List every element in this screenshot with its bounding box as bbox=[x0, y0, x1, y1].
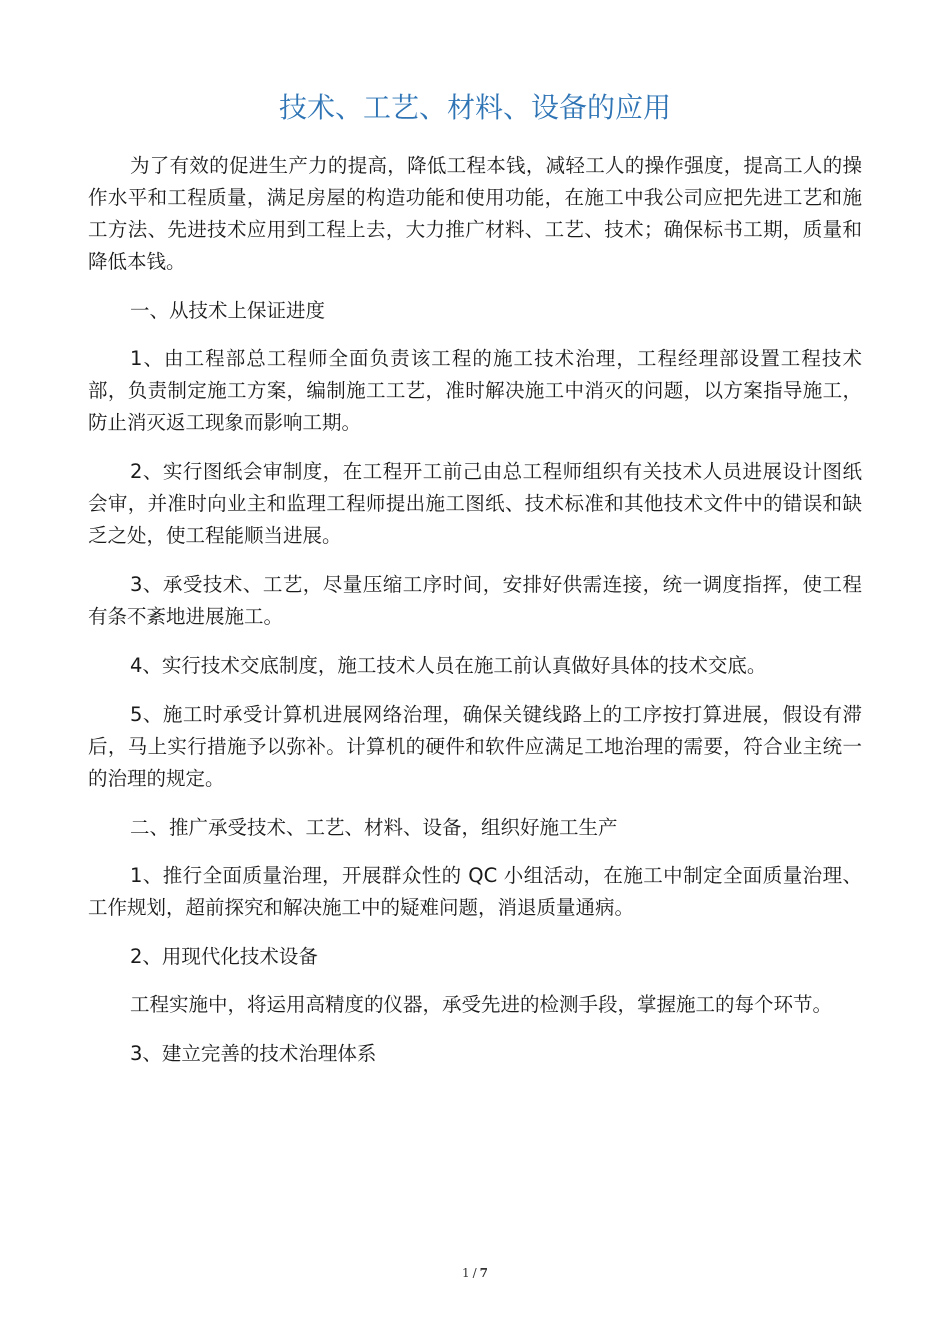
section1-item-5: 5、施工时承受计算机进展网络治理，确保关键线路上的工序按打算进展，假设有滞后，马上实行措施予以弥补。计算机的硬件和软件应满足工地治理的需要，符合业主统一的治理的规定。 bbox=[88, 703, 862, 790]
section1-item-3: 3、承受技术、工艺，尽量压缩工序时间，安排好供需连接，统一调度指挥，使工程有条不紊地进展施工。 bbox=[88, 573, 862, 628]
page-separator: / bbox=[472, 1266, 477, 1280]
section2-item-2-detail: 工程实施中，将运用高精度的仪器，承受先进的检测手段，掌握施工的每个环节。 bbox=[130, 993, 833, 1016]
page-total: 7 bbox=[479, 1266, 489, 1280]
section2-item-2: 2、用现代化技术设备 bbox=[130, 945, 318, 968]
document-title: 技术、工艺、材料、设备的应用 bbox=[278, 91, 671, 124]
section-heading-2: 二、推广承受技术、工艺、材料、设备，组织好施工生产 bbox=[130, 816, 618, 839]
section2-item-3: 3、建立完善的技术治理体系 bbox=[130, 1042, 377, 1065]
page-current: 1 bbox=[461, 1266, 470, 1280]
section1-item-1: 1、由工程部总工程师全面负责该工程的施工技术治理，工程经理部设置工程技术部，负责制定施工方案，编制施工工艺，准时解决施工中消灭的问题，以方案指导施工，防止消灭返工现象而影响工期。 bbox=[88, 347, 862, 434]
document-body bbox=[88, 150, 862, 1086]
page-number bbox=[0, 1266, 950, 1280]
section1-item-4: 4、实行技术交底制度，施工技术人员在施工前认真做好具体的技术交底。 bbox=[130, 654, 767, 677]
section2-item-1: 1、推行全面质量治理，开展群众性的 QC 小组活动，在施工中制定全面质量治理、工作规划，超前探究和解决施工中的疑难问题，消退质量通病。 bbox=[88, 864, 862, 919]
section1-item-2: 2、实行图纸会审制度，在工程开工前己由总工程师组织有关技术人员进展设计图纸会审，并准时向业主和监理工程师提出施工图纸、技术标准和其他技术文件中的错误和缺乏之处，使工程能顺当进展。 bbox=[88, 460, 862, 547]
intro-paragraph: 为了有效的促进生产力的提高，降低工程本钱，减轻工人的操作强度，提高工人的操作水平和工程质量，满足房屋的构造功能和使用功能，在施工中我公司应把先进工艺和施工方法、先进技术应用到工程上去，大力推广材料、工艺、技术；确保标书工期，质量和降低本钱。 bbox=[88, 154, 862, 273]
section-heading-1: 一、从技术上保证进度 bbox=[130, 299, 326, 322]
